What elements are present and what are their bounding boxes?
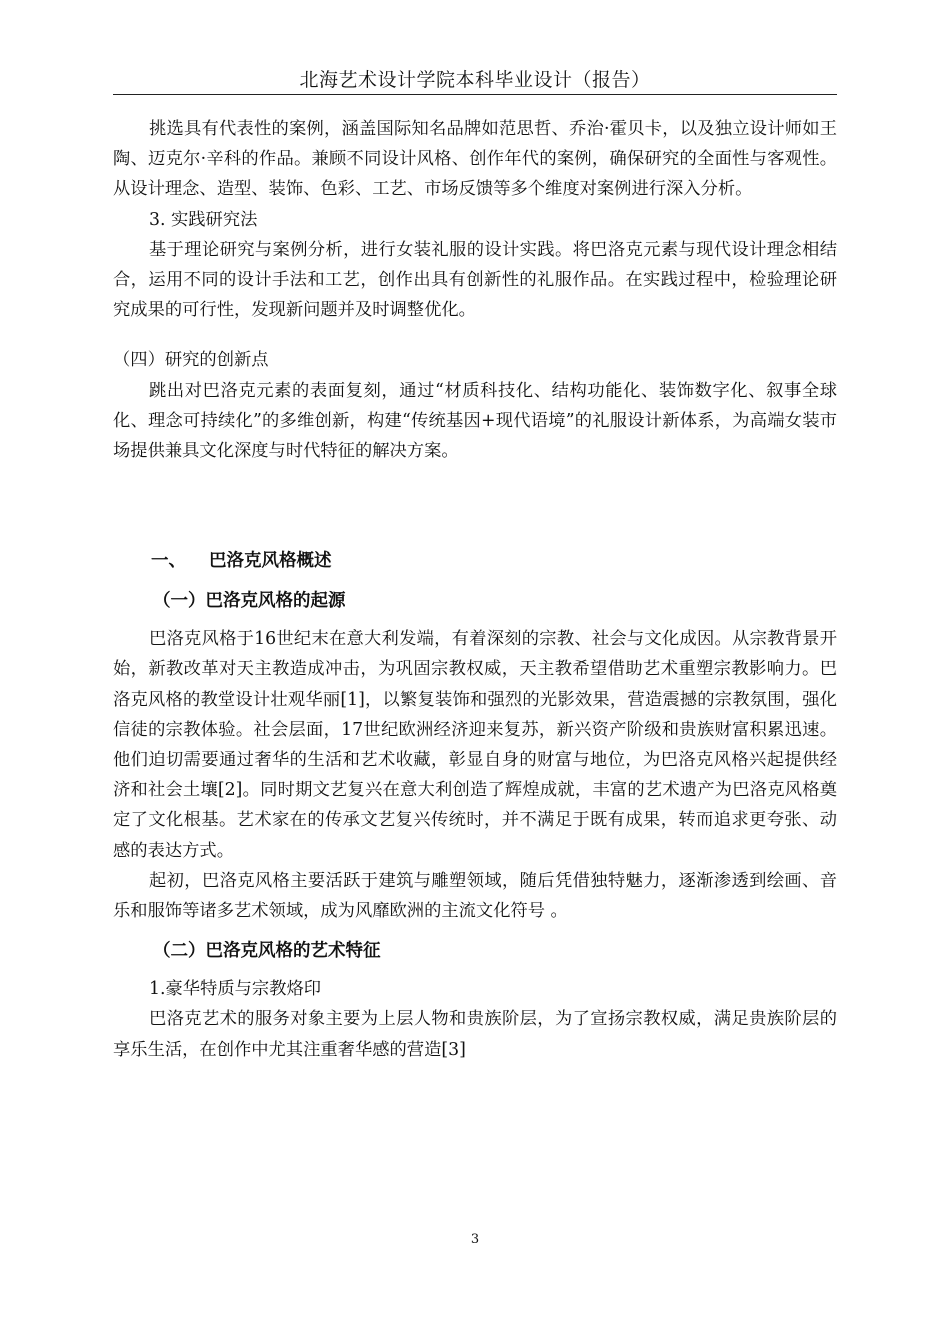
section-1-heading: （一）巴洛克风格的起源 [153, 591, 346, 612]
spacer [113, 325, 837, 345]
running-header: 北海艺术设计学院本科毕业设计（报告） [113, 66, 837, 95]
spacer [113, 926, 837, 936]
spacer [113, 466, 837, 546]
chapter-title: 巴洛克风格概述 [209, 551, 332, 572]
paragraph-practice-method: 基于理论研究与案例分析，进行女装礼服的设计实践。将巴洛克元素与现代设计理念相结合，运用不同的设计手法和工艺，创作出具有创新性的礼服作品。在实践过程中，检验理论研究成果的可行性，发现新问题并及时调整优化。 [113, 239, 837, 321]
paragraph-case-selection: 挑选具有代表性的案例，涵盖国际知名品牌如范思哲、乔治·霍贝卡，以及独立设计师如王陶、迈克尔·辛科的作品。兼顾不同设计风格、创作年代的案例，确保研究的全面性与客观性。从设计理念、造型、装饰、色彩、工艺、市场反馈等多个维度对案例进行深入分析。 [113, 119, 837, 200]
spacer [113, 966, 837, 974]
innovation-section-title: （四）研究的创新点 [113, 350, 269, 371]
paragraph-origin-1: 巴洛克风格于16世纪末在意大利发端，有着深刻的宗教、社会与文化成因。从宗教背景开始，新教改革对天主教造成冲击，为巩固宗教权威，天主教希望借助艺术重塑宗教影响力。巴洛克风格的教堂设计壮观华丽[1]，以繁复装饰和强烈的光影效果，营造震撼的宗教氛围，强化信徒的宗教体验。社会层面，17世纪欧洲经济迎来复苏，新兴资产阶级和贵族财富积累迅速。他们迫切需要通过奢华的生活和艺术收藏，彰显自身的财富与地位，为巴洛克风格兴起提供经济和社会土壤[2]。同时期文艺复兴在意大利创造了辉煌成就，丰富的艺术遗产为巴洛克风格奠定了文化根基。艺术家在的传承文艺复兴传统时，并不满足于既有成果，转而追求更夸张、动感的表达方式。 [113, 629, 837, 861]
page-body [113, 114, 837, 1065]
chapter-heading [113, 546, 837, 576]
page-number: 3 [470, 1232, 480, 1247]
section-2-heading: （二）巴洛克风格的艺术特征 [153, 941, 381, 962]
paragraph-feature-1: 巴洛克艺术的服务对象主要为上层人物和贵族阶层，为了宣扬宗教权威，满足贵族阶层的享乐生活，在创作中尤其注重奢华感的营造[3] [113, 1009, 837, 1060]
method-3-title: 3. 实践研究法 [149, 209, 258, 230]
paragraph-innovation: 跳出对巴洛克元素的表面复刻，通过“材质科技化、结构功能化、装饰数字化、叙事全球化、理念可持续化”的多维创新，构建“传统基因+现代语境”的礼服设计新体系，为高端女装市场提供兼具文化深度与时代特征的解决方案。 [113, 380, 837, 462]
chapter-number: 一、 [151, 551, 186, 572]
spacer [113, 576, 837, 586]
feature-1-title: 1.豪华特质与宗教烙印 [149, 979, 322, 1000]
paragraph-origin-2: 起初，巴洛克风格主要活跃于建筑与雕塑领域，随后凭借独特魅力，逐渐渗透到绘画、音乐和服饰等诸多艺术领域，成为风靡欧洲的主流文化符号 。 [113, 870, 837, 922]
spacer [113, 616, 837, 624]
